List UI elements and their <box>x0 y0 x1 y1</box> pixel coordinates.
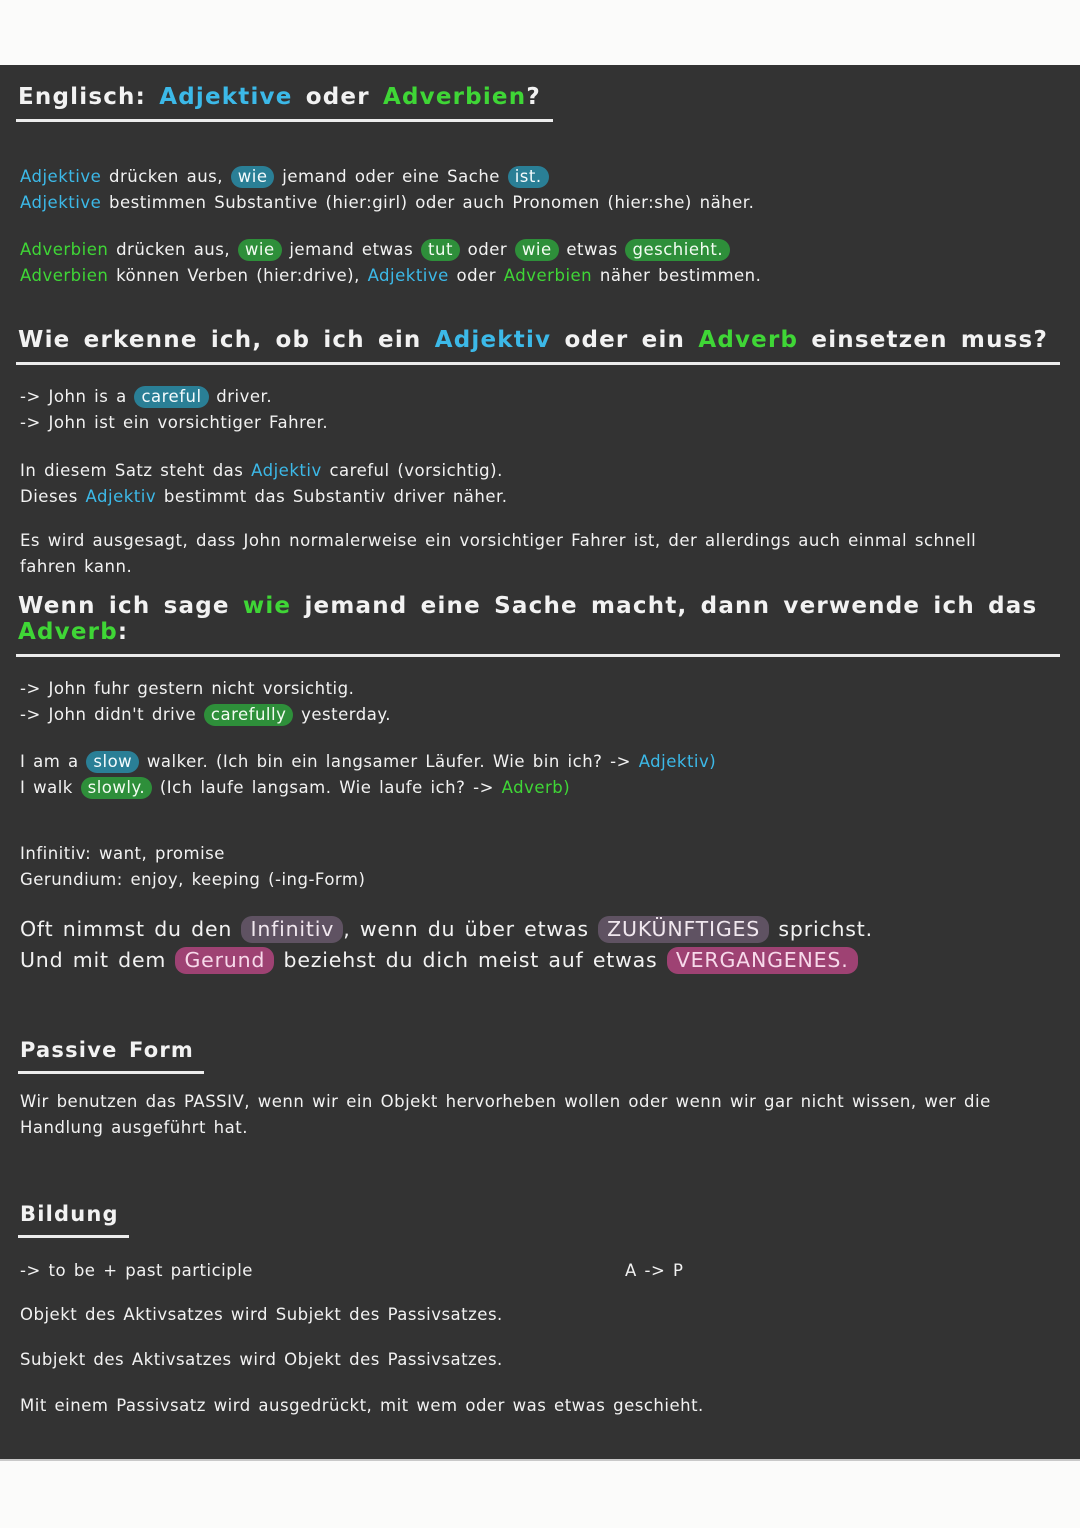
text-line <box>20 190 1060 216</box>
adjektiv-explanation <box>20 458 1060 510</box>
text-segment: : <box>117 619 129 645</box>
text-segment: I am a <box>20 752 87 771</box>
highlight-bubble: wie <box>238 239 282 261</box>
highlight-bubble: ist. <box>508 166 549 188</box>
text-segment: bestimmen Substantive (hier:girl) oder auch Pronomen (hier:she) näher. <box>101 193 755 212</box>
text-segment: Englisch: <box>18 84 160 110</box>
passivsatz-meaning-line <box>20 1393 1060 1419</box>
text-segment: I walk <box>20 778 81 797</box>
heading-underlined-text <box>16 327 1060 365</box>
subjekt-aktivsatz-line <box>20 1347 1060 1373</box>
highlight-bubble: Gerund <box>175 947 274 974</box>
title-heading <box>20 84 1060 122</box>
heading-underlined-text <box>16 593 1060 657</box>
text-line <box>20 749 1060 775</box>
text-segment: Es wird ausgesagt, dass John normalerweise ein vorsichtiger Fahrer ist, der allerdings auch einmal schnell <box>20 531 977 550</box>
text-segment: Wie erkenne ich, ob ich ein <box>18 327 435 353</box>
text-line <box>20 676 1060 702</box>
careful-example <box>20 384 1060 436</box>
text-line <box>20 702 1060 728</box>
text-segment: jemand oder eine Sache <box>274 167 508 186</box>
slow-slowly-example <box>20 749 1060 801</box>
text-line <box>20 410 1060 436</box>
text-segment: Oft nimmst du den <box>20 917 242 941</box>
text-segment: beziehst du dich meist auf etwas <box>274 948 667 972</box>
text-segment: bestimmt das Substantiv driver näher. <box>156 487 508 506</box>
text-line <box>20 1115 1060 1141</box>
text-segment: Objekt des Aktivsatzes wird Subjekt des Passivsatzes. <box>20 1305 503 1324</box>
adverbien-definition <box>20 237 1060 289</box>
text-segment: Adverbien <box>382 84 527 110</box>
text-segment: -> to be + past participle <box>20 1261 253 1280</box>
text-line <box>20 1302 1060 1328</box>
text-segment: näher bestimmen. <box>592 266 762 285</box>
text-segment: In diesem Satz steht das <box>20 461 252 480</box>
text-segment: Handlung ausgeführt hat. <box>20 1118 248 1137</box>
highlight-bubble: wie <box>231 166 275 188</box>
text-segment: Adjektiv) <box>638 752 717 771</box>
infinitiv-gerund-rule <box>20 914 1060 976</box>
text-segment: oder <box>448 266 504 285</box>
text-segment: oder <box>292 84 383 110</box>
ausgesagt-paragraph <box>20 528 1060 580</box>
text-segment: drücken aus, <box>101 167 231 186</box>
recognize-heading <box>20 327 1060 365</box>
text-line <box>20 867 1060 893</box>
text-segment: careful (vorsichtig). <box>321 461 503 480</box>
text-segment: Adverb <box>698 327 799 353</box>
text-segment: drücken aus, <box>108 240 238 259</box>
text-segment: Adverbien <box>503 266 593 285</box>
text-segment: wie <box>242 593 292 619</box>
text-segment: Dieses <box>20 487 86 506</box>
text-segment: Mit einem Passivsatz wird ausgedrückt, mit wem oder was etwas geschieht. <box>20 1396 704 1415</box>
text-segment: sprichst. <box>769 917 873 941</box>
text-line <box>20 554 1060 580</box>
text-segment: yesterday. <box>293 705 391 724</box>
text-segment: Bildung <box>20 1202 119 1226</box>
text-segment: einsetzen muss? <box>798 327 1048 353</box>
text-line <box>20 914 1060 945</box>
text-segment: Adjektiv <box>85 487 157 506</box>
text-segment: Adjektive <box>20 193 102 212</box>
text-segment: Adverbien <box>20 266 109 285</box>
adjektive-definition <box>20 164 1060 216</box>
text-segment: -> John is a <box>20 387 135 406</box>
highlight-bubble: slow <box>86 751 139 773</box>
text-segment: (Ich laufe langsam. Wie laufe ich? -> <box>152 778 502 797</box>
bildung-formula-row <box>20 1258 1060 1284</box>
carefully-example <box>20 676 1060 728</box>
text-segment: jemand etwas <box>281 240 422 259</box>
text-segment: oder <box>459 240 515 259</box>
text-segment: Adverb) <box>501 778 571 797</box>
text-line <box>20 458 1060 484</box>
text-line <box>20 1393 1060 1419</box>
highlight-bubble: slowly. <box>81 777 153 799</box>
heading-underlined-text <box>18 1202 129 1238</box>
text-line <box>20 1347 1060 1373</box>
text-segment: -> John didn't drive <box>20 705 204 724</box>
text-segment: , wenn du über etwas <box>343 917 599 941</box>
formula-right: A -> P <box>625 1261 684 1280</box>
text-line <box>20 945 1060 976</box>
text-segment: Adjektiv <box>251 461 322 480</box>
highlight-bubble: careful <box>134 386 208 408</box>
text-segment: Infinitiv: want, promise <box>20 844 225 863</box>
text-segment: Adjektive <box>367 266 449 285</box>
heading-underlined-text <box>18 1038 204 1074</box>
text-segment: Und mit dem <box>20 948 176 972</box>
highlight-bubble: wie <box>515 239 559 261</box>
objekt-aktivsatz-line <box>20 1302 1060 1328</box>
infinitiv-gerundium-list <box>20 841 1060 893</box>
text-segment: Wenn ich sage <box>18 593 243 619</box>
text-segment: Adjektive <box>159 84 293 110</box>
text-segment: Adjektive <box>20 167 102 186</box>
text-segment: -> John fuhr gestern nicht vorsichtig. <box>20 679 355 698</box>
text-segment: fahren kann. <box>20 557 133 576</box>
text-segment: walker. (Ich bin ein langsamer Läufer. Wie bin ich? -> <box>139 752 639 771</box>
text-segment: Subjekt des Aktivsatzes wird Objekt des Passivsatzes. <box>20 1350 503 1369</box>
text-segment: Gerundium: enjoy, keeping (-ing-Form) <box>20 870 366 889</box>
text-segment: Passive Form <box>20 1038 194 1062</box>
notes-card <box>0 65 1080 1461</box>
text-segment: Wir benutzen das PASSIV, wenn wir ein Objekt hervorheben wollen oder wenn wir gar nicht wissen, wer die <box>20 1092 991 1111</box>
adverb-usage-heading <box>20 593 1060 657</box>
passive-form-heading <box>20 1038 1060 1074</box>
text-line <box>20 484 1060 510</box>
text-segment: Adverbien <box>20 240 109 259</box>
heading-underlined-text <box>16 84 553 122</box>
highlight-bubble: geschieht. <box>625 239 730 261</box>
text-line <box>20 1089 1060 1115</box>
text-segment: Adverb <box>18 619 118 645</box>
text-segment: jemand eine Sache macht, dann verwende ich das <box>291 593 1038 619</box>
text-line <box>20 263 1060 289</box>
highlight-bubble: carefully <box>204 704 293 726</box>
text-segment: Adjektiv <box>434 327 552 353</box>
text-segment: können Verben (hier:drive), <box>108 266 368 285</box>
bildung-heading <box>20 1202 1060 1238</box>
text-line <box>20 384 1060 410</box>
highlight-bubble: tut <box>421 239 460 261</box>
text-segment: etwas <box>558 240 626 259</box>
text-line <box>20 237 1060 263</box>
text-segment: -> John ist ein vorsichtiger Fahrer. <box>20 413 329 432</box>
text-line <box>20 775 1060 801</box>
highlight-bubble: Infinitiv <box>241 916 343 943</box>
text-segment: ? <box>526 84 541 110</box>
highlight-bubble: ZUKÜNFTIGES <box>598 916 769 943</box>
passive-usage-paragraph <box>20 1089 1060 1141</box>
text-line <box>20 164 1060 190</box>
text-segment: oder ein <box>551 327 699 353</box>
text-line <box>20 528 1060 554</box>
highlight-bubble: VERGANGENES. <box>667 947 858 974</box>
text-segment: driver. <box>208 387 273 406</box>
formula-left <box>20 1261 253 1280</box>
text-line <box>20 841 1060 867</box>
